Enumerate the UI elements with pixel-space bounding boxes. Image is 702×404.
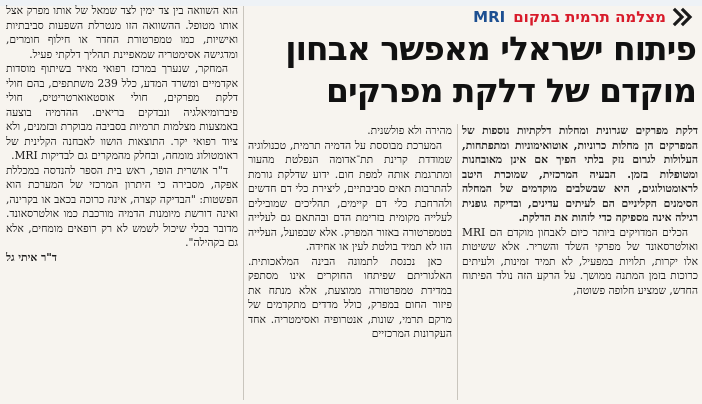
kicker-topic: מצלמה תרמית במקום <box>513 8 666 26</box>
article-column-3 <box>6 4 238 402</box>
article-column-2 <box>248 124 452 402</box>
body-paragraph: ד"ר אושרית הופר, ראש בית הספר להנדסה במכללת אפקה, מסבירה כי היתרון המרכזי של המערכת הוא הפשטות: "הבדיקה קצרה, אינה כרוכה בכאב או בקרינה, ואינה דורשת מיומנות הדמיה מורכבת כמו אולטרסאונד. מדובר בכלי שיכול לשמש לא רק רופאים מומחים, אלא גם בקהילה". <box>6 163 238 249</box>
byline: ד"ר איתי גל <box>6 250 57 264</box>
body-paragraph: מהירה ולא פולשנית. <box>367 124 452 137</box>
body-paragraph: הכלים המדויקים ביותר כיום לאבחון מוקדם הם MRI ואולטרסאונד של מפרקי השלד והשריר. אלא ששיטות אלו יקרות, תלויות במפעיל, לא תמיד זמינות, ולעיתים כרוכות בזמן המתנה ממושך. על הרקע הזה נולד הפיתוח החדש, שמציע חלופה פשוטה, <box>462 225 698 297</box>
body-paragraph: כאן נכנסת לתמונה הבינה המלאכותית. האלגוריתם שפיתחו החוקרים אינו מסתפק במדידת טמפרטורה ממוצעת, אלא מנתח את פיזור החום במפרק, כולל מדדים מתקדמים של מרקם תרמי, שונות, אנטרופיה ואסימטריה. אחד העקרונות המרכזיים <box>248 254 452 340</box>
kicker <box>473 6 694 28</box>
headline-line-1: פיתוח ישראלי מאפשר אבחון <box>285 29 696 68</box>
column-divider <box>243 6 244 400</box>
article-column-1 <box>462 124 698 402</box>
double-chevron-right-icon <box>672 6 694 28</box>
column-divider <box>457 124 458 400</box>
body-paragraph: המחקר, שנערך במרכז רפואי מאיר בשיתוף מוסדות אקדמיים ומשרד המדע, כלל 239 משתתפים, בהם חולי דלקת מפרקים, חולי אוסטאוארטריטיס, חולי פיברומיאלגיה ונבדקים בריאים. ההדמיה בוצעה באמצעות מצלמות תרמיות בסביבה מבוקרת ובזמנים, ולא ציוד רפואי יקר. התוצאות הושוו לאבחנה הקלינית של ראומטולוג מומחה, ובחלק מהמקרים גם לבדיקות MRI. <box>6 62 238 162</box>
body-paragraph: המערכת מבוססת על הדמיה תרמית, טכנולוגיה שמודדת קרינת תת־אדומה הנפלטת מהעור ומתרגמת אותה למפת חום. ידוע שדלקת גורמת להתרבות תאים סביבתיים, ליצירת כלי דם חדשים ולהרחבת כלי דם קיימים, תהליכים שמובילים לעלייה מקומית בזרימת הדם ובהתאם גם לעלייה בטמפרטורה באזור המפרק. אלא שבפועל, העלייה הזו לא תמיד בולטת לעין או אחידה. <box>248 138 452 253</box>
kicker-section: MRI <box>473 8 506 26</box>
body-paragraph: הוא השוואה בין צד ימין לצד שמאל של אותו מפרק אצל אותו מטופל. ההשוואה הזו מנטרלת השפעות סביבתיות ואישיות, כמו טמפרטורת החדר או חילוף חומרים, ומדגישה אסימטריה שמאפיינת תהליך דלקתי פעיל. <box>6 4 238 61</box>
headline-line-2: מוקדם של דלקת מפרקים <box>326 71 696 110</box>
lead-paragraph: דלקת מפרקים שגרונית ומחלות דלקתיות נוספות של המפרקים הן מחלות כרוניות, אוטואימוניות ומתפתחות, העלולות לגרום נזק בלתי הפיך אם אינן מאובחנות ומטופלות בזמן. הבעיה המרכזית, שמוכרת היטב לראומטולוגים, היא שבשלבים מוקדמים של המחלה הסימנים הקליניים הם לעיתים עדינים, ובדיקה גופנית רגילה אינה מספיקה כדי לזהות את הדלקת. <box>462 124 698 224</box>
